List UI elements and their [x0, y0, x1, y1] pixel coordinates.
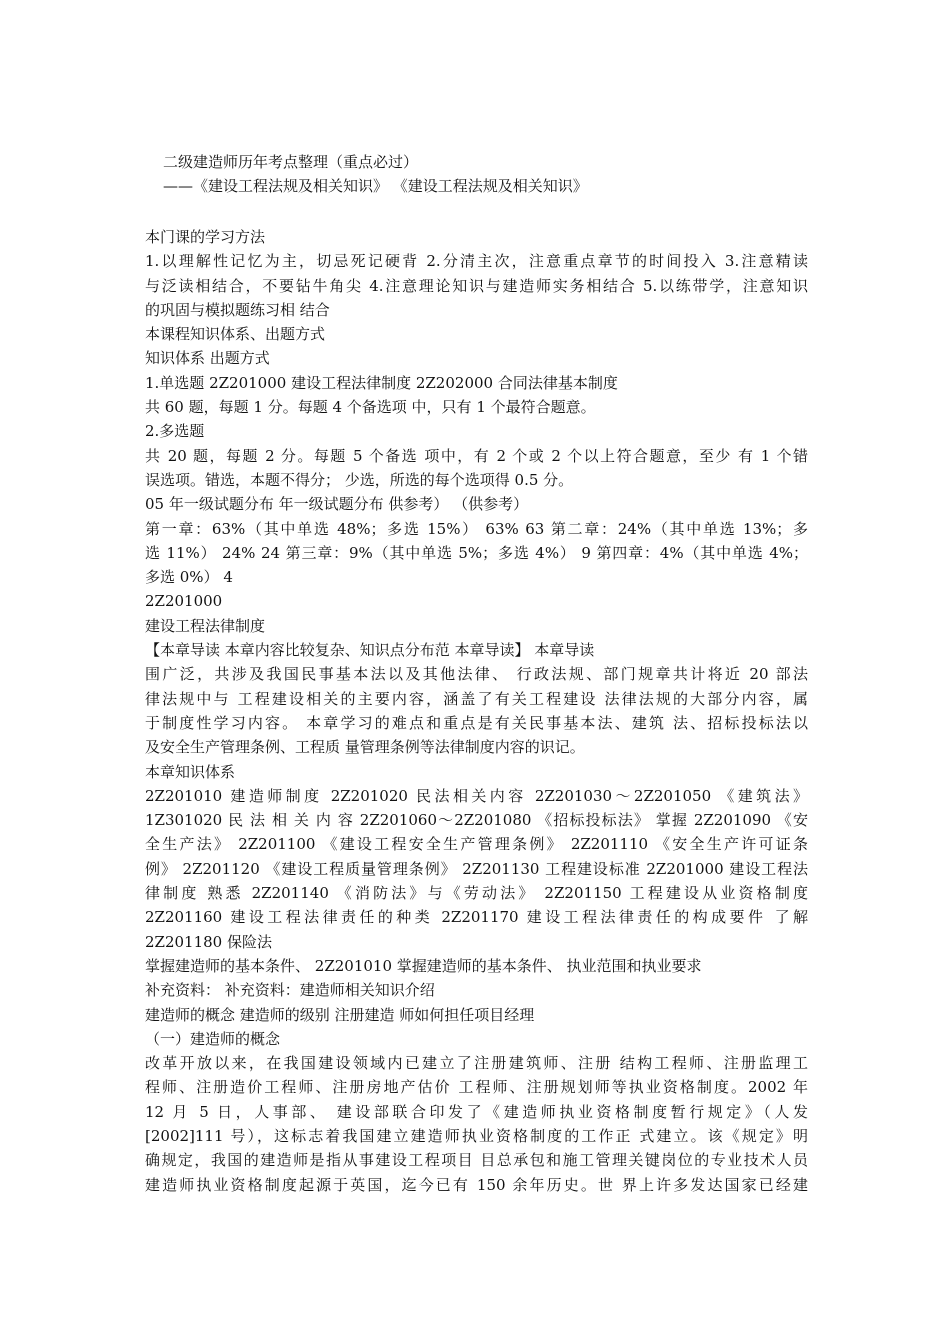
text-line: 共 60 题，每题 1 分。每题 4 个备选项 中，只有 1 个最符合题意。 [145, 398, 596, 417]
text-line: 1.以理解性记忆为主，切忌死记硬背 2.分清主次，注意重点章节的时间投入 3.注意精读 [145, 252, 808, 271]
text-line: 的巩固与模拟题练习相 结合 [145, 300, 330, 319]
text-line: 1Z301020 民 法 相 关 内 容 2Z201060～2Z201080 《招标投标法》 掌握 2Z201090 《安 [145, 811, 808, 830]
text-line: 共 20 题，每题 2 分。每题 5 个备选 项中，有 2 个或 2 个以上符合题意，至少 有 1 个错 [145, 446, 808, 465]
text-line: 2Z201000 [145, 592, 223, 611]
text-line: 【本章导读 本章内容比较复杂、知识点分布范 本章导读】 本章导读 [145, 641, 595, 660]
text-line: 确规定，我国的建造师是指从事建设工程项目 目总承包和施工管理关键岗位的专业技术人员 [145, 1151, 808, 1170]
text-line: 全生产法》 2Z201100 《建设工程安全生产管理条例》 2Z201110 《安全生产许可证条 [145, 835, 808, 854]
text-line: 建造师执业资格制度起源于英国，迄今已有 150 余年历史。世 界上许多发达国家已经建 [145, 1175, 808, 1194]
text-line: 本课程知识体系、出题方式 [145, 325, 326, 344]
text-line: 本章知识体系 [145, 762, 236, 781]
text-line: 及安全生产管理条例、工程质 量管理条例等法律制度内容的识记。 [145, 738, 585, 757]
text-line: 律制度 熟悉 2Z201140 《消防法》与《劳动法》 2Z201150 工程建设从业资格制度 [145, 884, 808, 903]
text-line: 与泛读相结合，不要钻牛角尖 4.注意理论知识与建造师实务相结合 5.以练带学，注意知识 [145, 276, 808, 295]
document-subtitle: ——《建设工程法规及相关知识》 《建设工程法规及相关知识》 [163, 177, 588, 196]
text-line: 多选 0%） 4 [145, 568, 233, 587]
text-line: 2.多选题 [145, 422, 205, 441]
text-line: 第一章：63%（其中单选 48%；多选 15%） 63% 63 第二章：24%（其中单选 13%；多 [145, 519, 808, 538]
text-line: 知识体系 出题方式 [145, 349, 270, 368]
text-line: [2002]111 号），这标志着我国建立建造师执业资格制度的工作正 式建立。该《规定》明 [145, 1126, 808, 1145]
text-line: 掌握建造师的基本条件、 2Z201010 掌握建造师的基本条件、 执业范围和执业要求 [145, 956, 702, 975]
text-line: 建设工程法律制度 [145, 616, 266, 635]
text-line: 12 月 5 日，人事部、 建设部联合印发了《建造师执业资格制度暂行规定》（人发 [145, 1102, 808, 1121]
text-line: 2Z201160 建设工程法律责任的种类 2Z201170 建设工程法律责任的构成要件 了解 [145, 908, 808, 927]
text-line: 05 年一级试题分布 年一级试题分布 供参考） （供参考） [145, 495, 529, 514]
text-line: 建造师的概念 建造师的级别 注册建造 师如何担任项目经理 [145, 1005, 535, 1024]
text-line: 误选项。错选，本题不得分； 少选，所选的每个选项得 0.5 分。 [145, 470, 574, 489]
text-line: 选 11%） 24% 24 第三章：9%（其中单选 5%；多选 4%） 9 第四章：4%（其中单选 4%； [145, 543, 808, 562]
text-line: （一）建造师的概念 [145, 1029, 281, 1048]
text-line: 本门课的学习方法 [145, 228, 266, 246]
text-line: 程师、注册造价工程师、注册房地产估价 工程师、注册规划师等执业资格制度。2002 年 [145, 1078, 808, 1097]
text-line: 例》 2Z201120 《建设工程质量管理条例》 2Z201130 工程建设标准 2Z201000 建设工程法 [145, 859, 808, 878]
text-line: 2Z201010 建造师制度 2Z201020 民法相关内容 2Z201030～2Z201050 《建筑法》 [145, 786, 808, 805]
text-line: 围广泛，共涉及我国民事基本法以及其他法律、 行政法规、部门规章共计将近 20 部法 [145, 665, 808, 684]
text-line: 于制度性学习内容。 本章学习的难点和重点是有关民事基本法、建筑 法、招标投标法以 [145, 713, 808, 732]
document-header [163, 150, 803, 199]
document-title: 二级建造师历年考点整理（重点必过） [163, 153, 419, 171]
document-body [145, 225, 808, 1197]
text-line: 改革开放以来，在我国建设领域内已建立了注册建筑师、注册 结构工程师、注册监理工 [145, 1054, 808, 1073]
text-line: 2Z201180 保险法 [145, 932, 272, 951]
text-line: 1.单选题 2Z201000 建设工程法律制度 2Z202000 合同法律基本制度 [145, 373, 618, 392]
text-line: 补充资料： 补充资料：建造师相关知识介绍 [145, 981, 435, 1000]
text-line: 律法规中与 工程建设相关的主要内容，涵盖了有关工程建设 法律法规的大部分内容，属 [145, 689, 808, 708]
